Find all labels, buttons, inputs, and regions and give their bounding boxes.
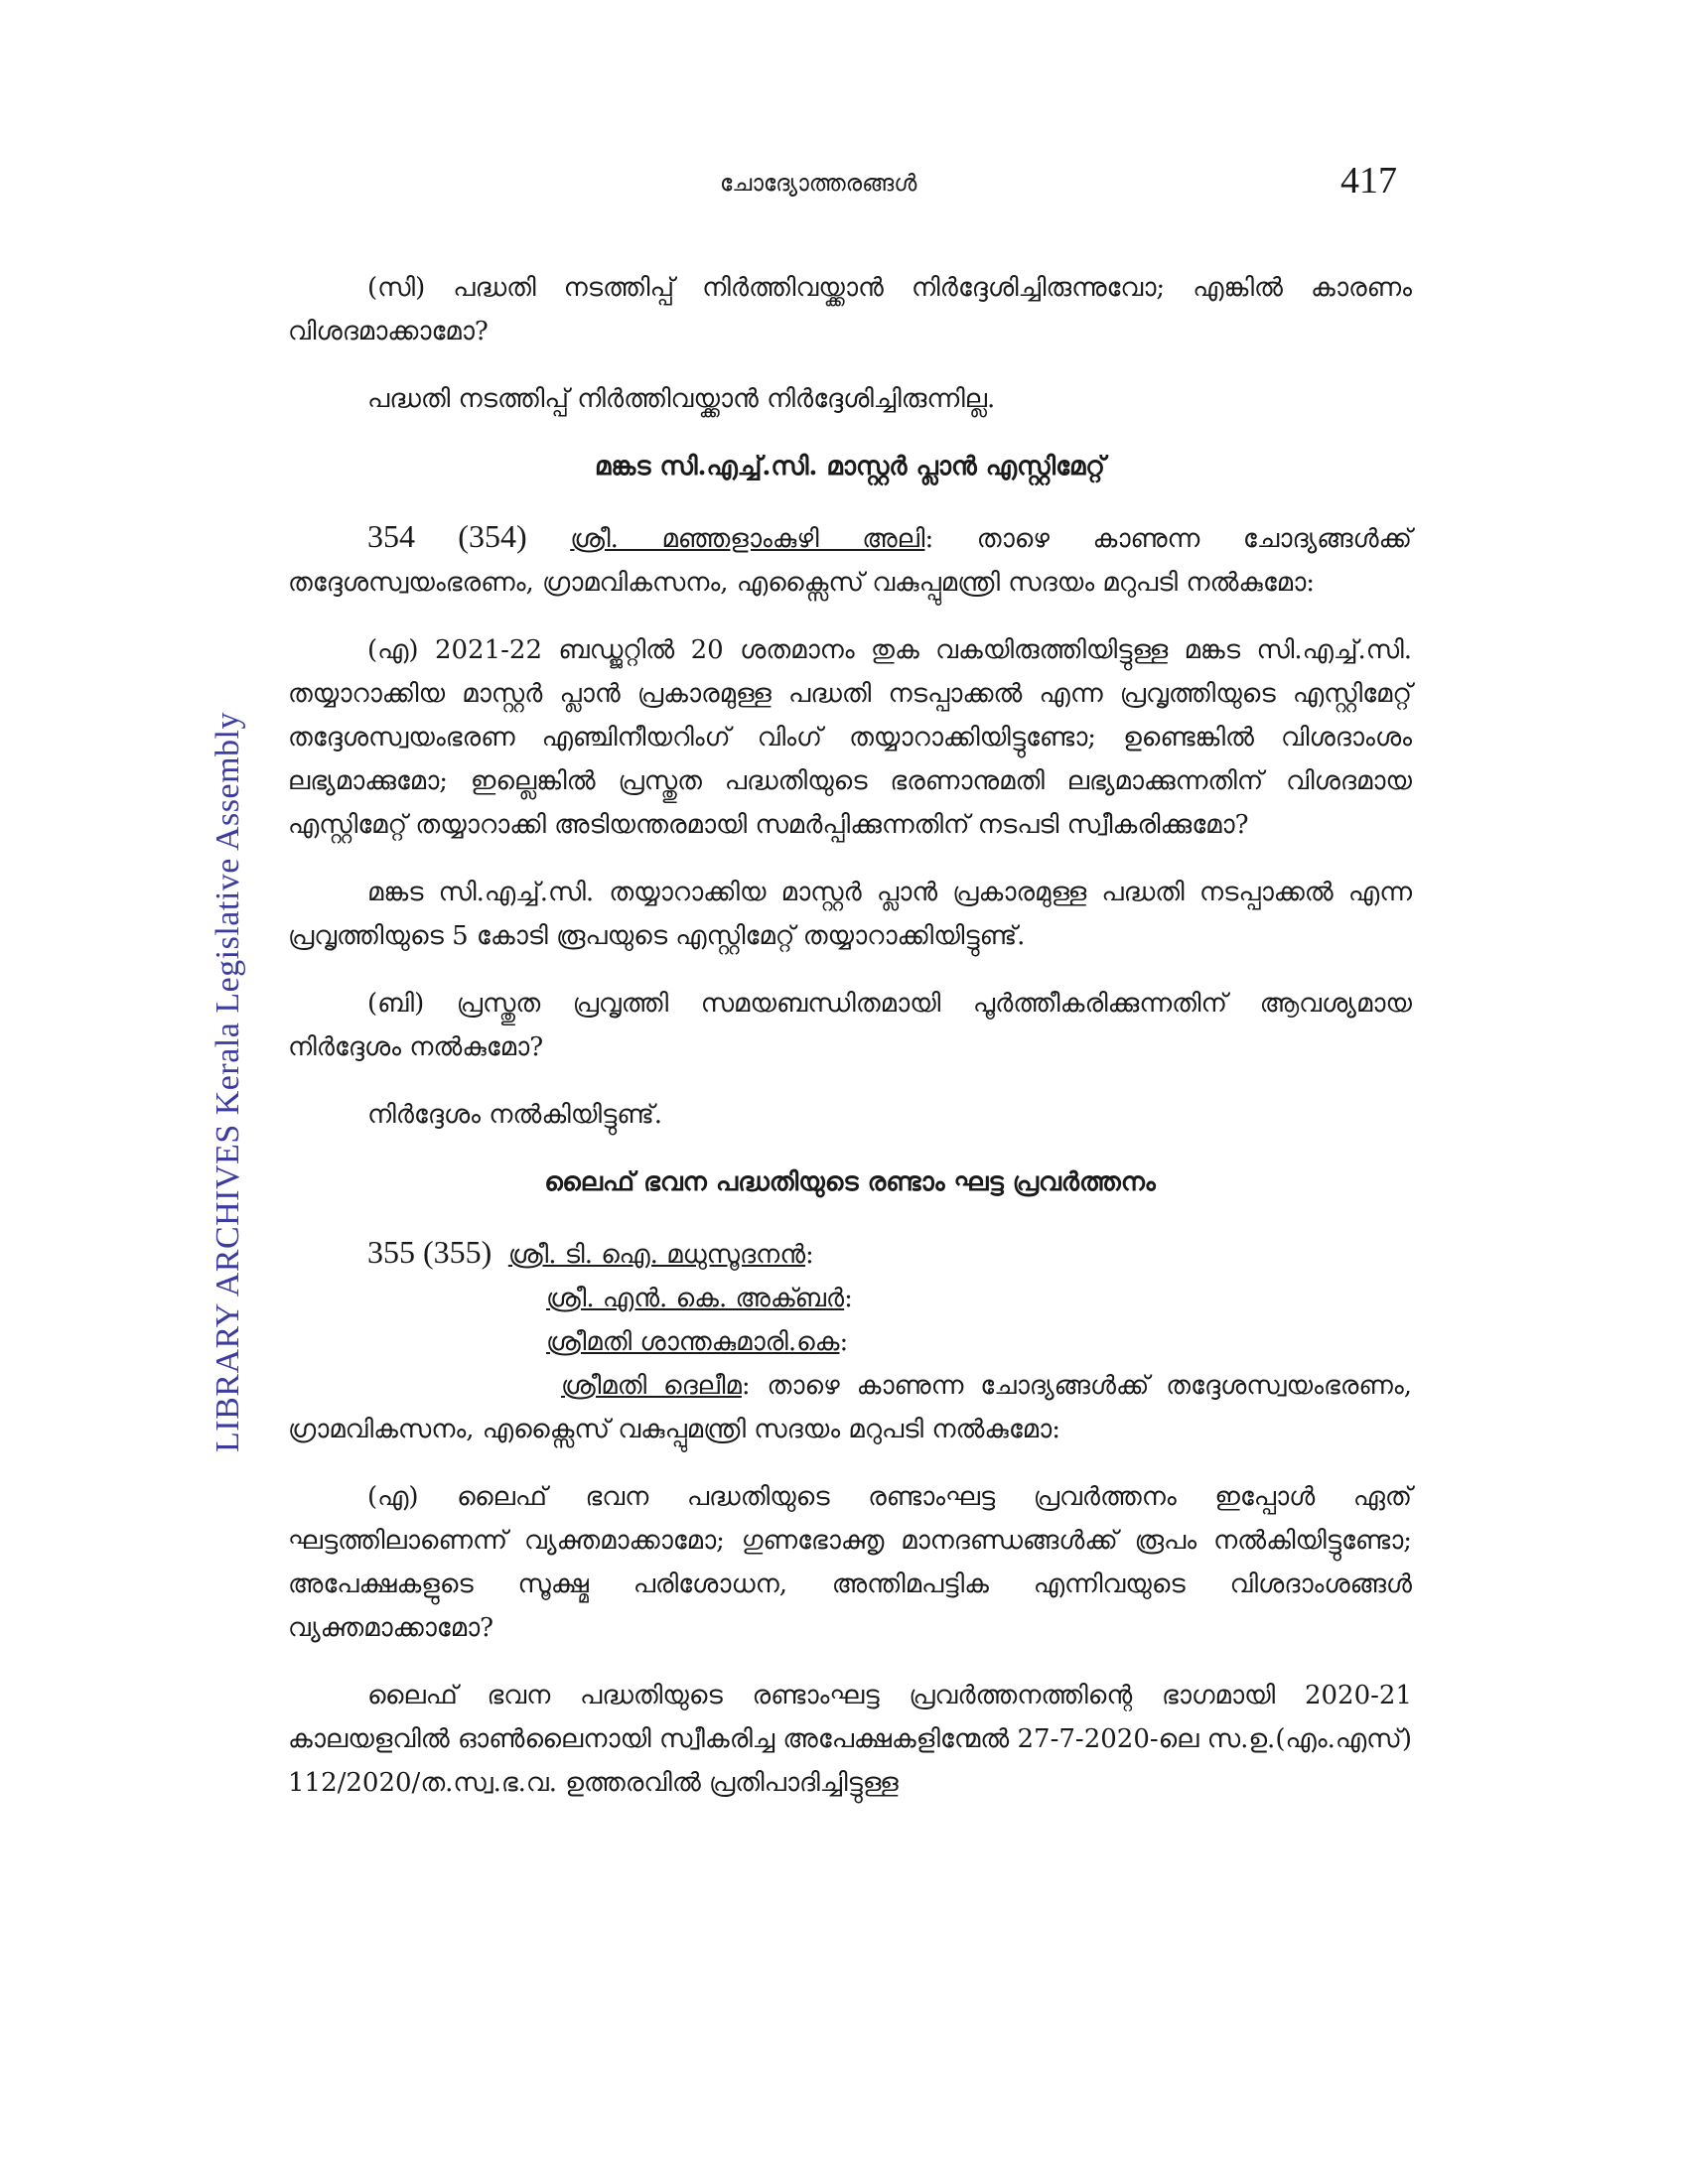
question-intro-text: : താഴെ കാണുന്ന ചോദ്യങ്ങൾക്ക് തദ്ദേശസ്വയംഭരണം, ഗ്രാമവികസനം, എക്സൈസ് വകുപ്പുമന്ത്രി സദയം മറുപടി നൽകുമോ: bbox=[288, 524, 1413, 598]
question-354-intro bbox=[288, 514, 1412, 605]
question-number: 355 (355) bbox=[367, 1234, 492, 1270]
section-heading-mankada: മങ്കട സി.എച്ച്.സി. മാസ്റ്റർ പ്ലാൻ എസ്റ്റിമേറ്റ് bbox=[595, 452, 1105, 481]
question-354-a: (എ) 2021-22 ബഡ്ജറ്റിൽ 20 ശതമാനം തുക വകയിരുത്തിയിട്ടുള്ള മങ്കട സി.എച്ച്.സി. തയ്യാറാക്കിയ മാസ്റ്റർ പ്ലാൻ പ്രകാരമുള്ള പദ്ധതി നടപ്പാക്കൽ എന്ന പ്രവൃത്തിയുടെ എസ്റ്റിമേറ്റ് തദ്ദേശസ്വയംഭരണ എഞ്ചിനീയറിംഗ് വിംഗ് തയ്യാറാക്കിയിട്ടുണ്ടോ; ഉണ്ടെങ്കിൽ വിശദാംശം ലഭ്യമാക്കുമോ; ഇല്ലെങ്കിൽ പ്രസ്തുത പദ്ധതിയുടെ ഭരണാനുമതി ലഭ്യമാക്കുന്നതിന് വിശദമായ എസ്റ്റിമേറ്റ് തയ്യാറാക്കി അടിയന്തരമായി സമർപ്പിക്കുന്നതിന് നടപടി സ്വീകരിക്കുമോ? bbox=[288, 635, 1412, 840]
question-c: (സി) പദ്ധതി നടത്തിപ്പ് നിർത്തിവയ്ക്കാൻ നിർദ്ദേശിച്ചിരുന്നുവോ; എങ്കിൽ കാരണം വിശദമാക്കാമോ? bbox=[288, 273, 1412, 346]
member-name: ശ്രീ. ടി. ഐ. മധുസൂദനൻ bbox=[507, 1240, 806, 1270]
member-name: ശ്രീമതി ശാന്തകുമാരി.കെ bbox=[546, 1327, 840, 1357]
question-354-b: (ബി) പ്രസ്തുത പ്രവൃത്തി സമയബന്ധിതമായി പൂർത്തീകരിക്കുന്നതിന് ആവശ്യമായ നിർദ്ദേശം നൽകുമോ? bbox=[288, 989, 1412, 1062]
page-body bbox=[288, 266, 1412, 1805]
page-number: 417 bbox=[1340, 160, 1397, 202]
question-355-members: 355 (355) ശ്രീ. ടി. ഐ. മധുസൂദനൻ: ശ്രീ. എൻ. കെ. അക്ബർ: ശ്രീമതി ശാന്തകുമാരി.കെ: ശ്രീമതി ദെലീമ: താഴെ കാണുന്ന ചോദ്യങ്ങൾക്ക് തദ്ദേശസ്വയംഭരണം, ഗ്രാമവികസനം, എക്സൈസ് വകുപ്പുമന്ത്രി സദയം മറുപടി നൽകുമോ: bbox=[288, 1230, 1412, 1451]
answer-c: പദ്ധതി നടത്തിപ്പ് നിർത്തിവയ്ക്കാൻ നിർദ്ദേശിച്ചിരുന്നില്ല. bbox=[367, 384, 996, 414]
question-intro-text: : താഴെ കാണുന്ന ചോദ്യങ്ങൾക്ക് തദ്ദേശസ്വയംഭരണം, ഗ്രാമവികസനം, എക്സൈസ് വകുപ്പുമന്ത്രി സദയം മറുപടി നൽകുമോ: bbox=[288, 1371, 1412, 1444]
question-355-a: (എ) ലൈഫ് ഭവന പദ്ധതിയുടെ രണ്ടാംഘട്ട പ്രവർത്തനം ഇപ്പോൾ ഏത് ഘട്ടത്തിലാണെന്ന് വ്യക്തമാക്കാമോ; ഗുണഭോക്തൃ മാനദണ്ഡങ്ങൾക്ക് രൂപം നൽകിയിട്ടുണ്ടോ; അപേക്ഷകളുടെ സൂക്ഷ്മ പരിശോധന, അന്തിമപട്ടിക എന്നിവയുടെ വിശദാംശങ്ങൾ വ്യക്തമാക്കാമോ? bbox=[288, 1482, 1412, 1643]
page-header bbox=[0, 159, 1688, 218]
answer-354-b: നിർദ്ദേശം നൽകിയിട്ടുണ്ട്. bbox=[367, 1100, 663, 1130]
member-name: ശ്രീ. മഞ്ഞളാംകുഴി അലി bbox=[570, 524, 925, 554]
section-heading-life-mission: ലൈഫ് ഭവന പദ്ധതിയുടെ രണ്ടാം ഘട്ട പ്രവർത്തനം bbox=[544, 1167, 1156, 1197]
answer-354-a: മങ്കട സി.എച്ച്.സി. തയ്യാറാക്കിയ മാസ്റ്റർ പ്ലാൻ പ്രകാരമുള്ള പദ്ധതി നടപ്പാക്കൽ എന്ന പ്രവൃത്തിയുടെ 5 കോടി രൂപയുടെ എസ്റ്റിമേറ്റ് തയ്യാറാക്കിയിട്ടുണ്ട്. bbox=[288, 878, 1412, 951]
question-355-intro bbox=[288, 1364, 1412, 1451]
answer-355-a: ലൈഫ് ഭവന പദ്ധതിയുടെ രണ്ടാംഘട്ട പ്രവർത്തനത്തിന്റെ ഭാഗമായി 2020-21 കാലയളവിൽ ഓൺലൈനായി സ്വീകരിച്ച അപേക്ഷകളിന്മേൽ 27-7-2020-ലെ സ.ഉ.(എം.എസ്) 112/2020/ത.സ്വ.ഭ.വ. ഉത്തരവിൽ പ്രതിപാദിച്ചിട്ടുള്ള bbox=[288, 1681, 1412, 1798]
running-title: ചോദ്യോത്തരങ്ങൾ bbox=[720, 171, 917, 197]
archive-watermark: LIBRARY ARCHIVES Kerala Legislative Assembly bbox=[210, 711, 246, 1453]
question-number: 354 (354) bbox=[367, 518, 527, 554]
member-name: ശ്രീ. എൻ. കെ. അക്ബർ bbox=[546, 1284, 845, 1313]
member-name: ശ്രീമതി ദെലീമ bbox=[561, 1371, 742, 1401]
